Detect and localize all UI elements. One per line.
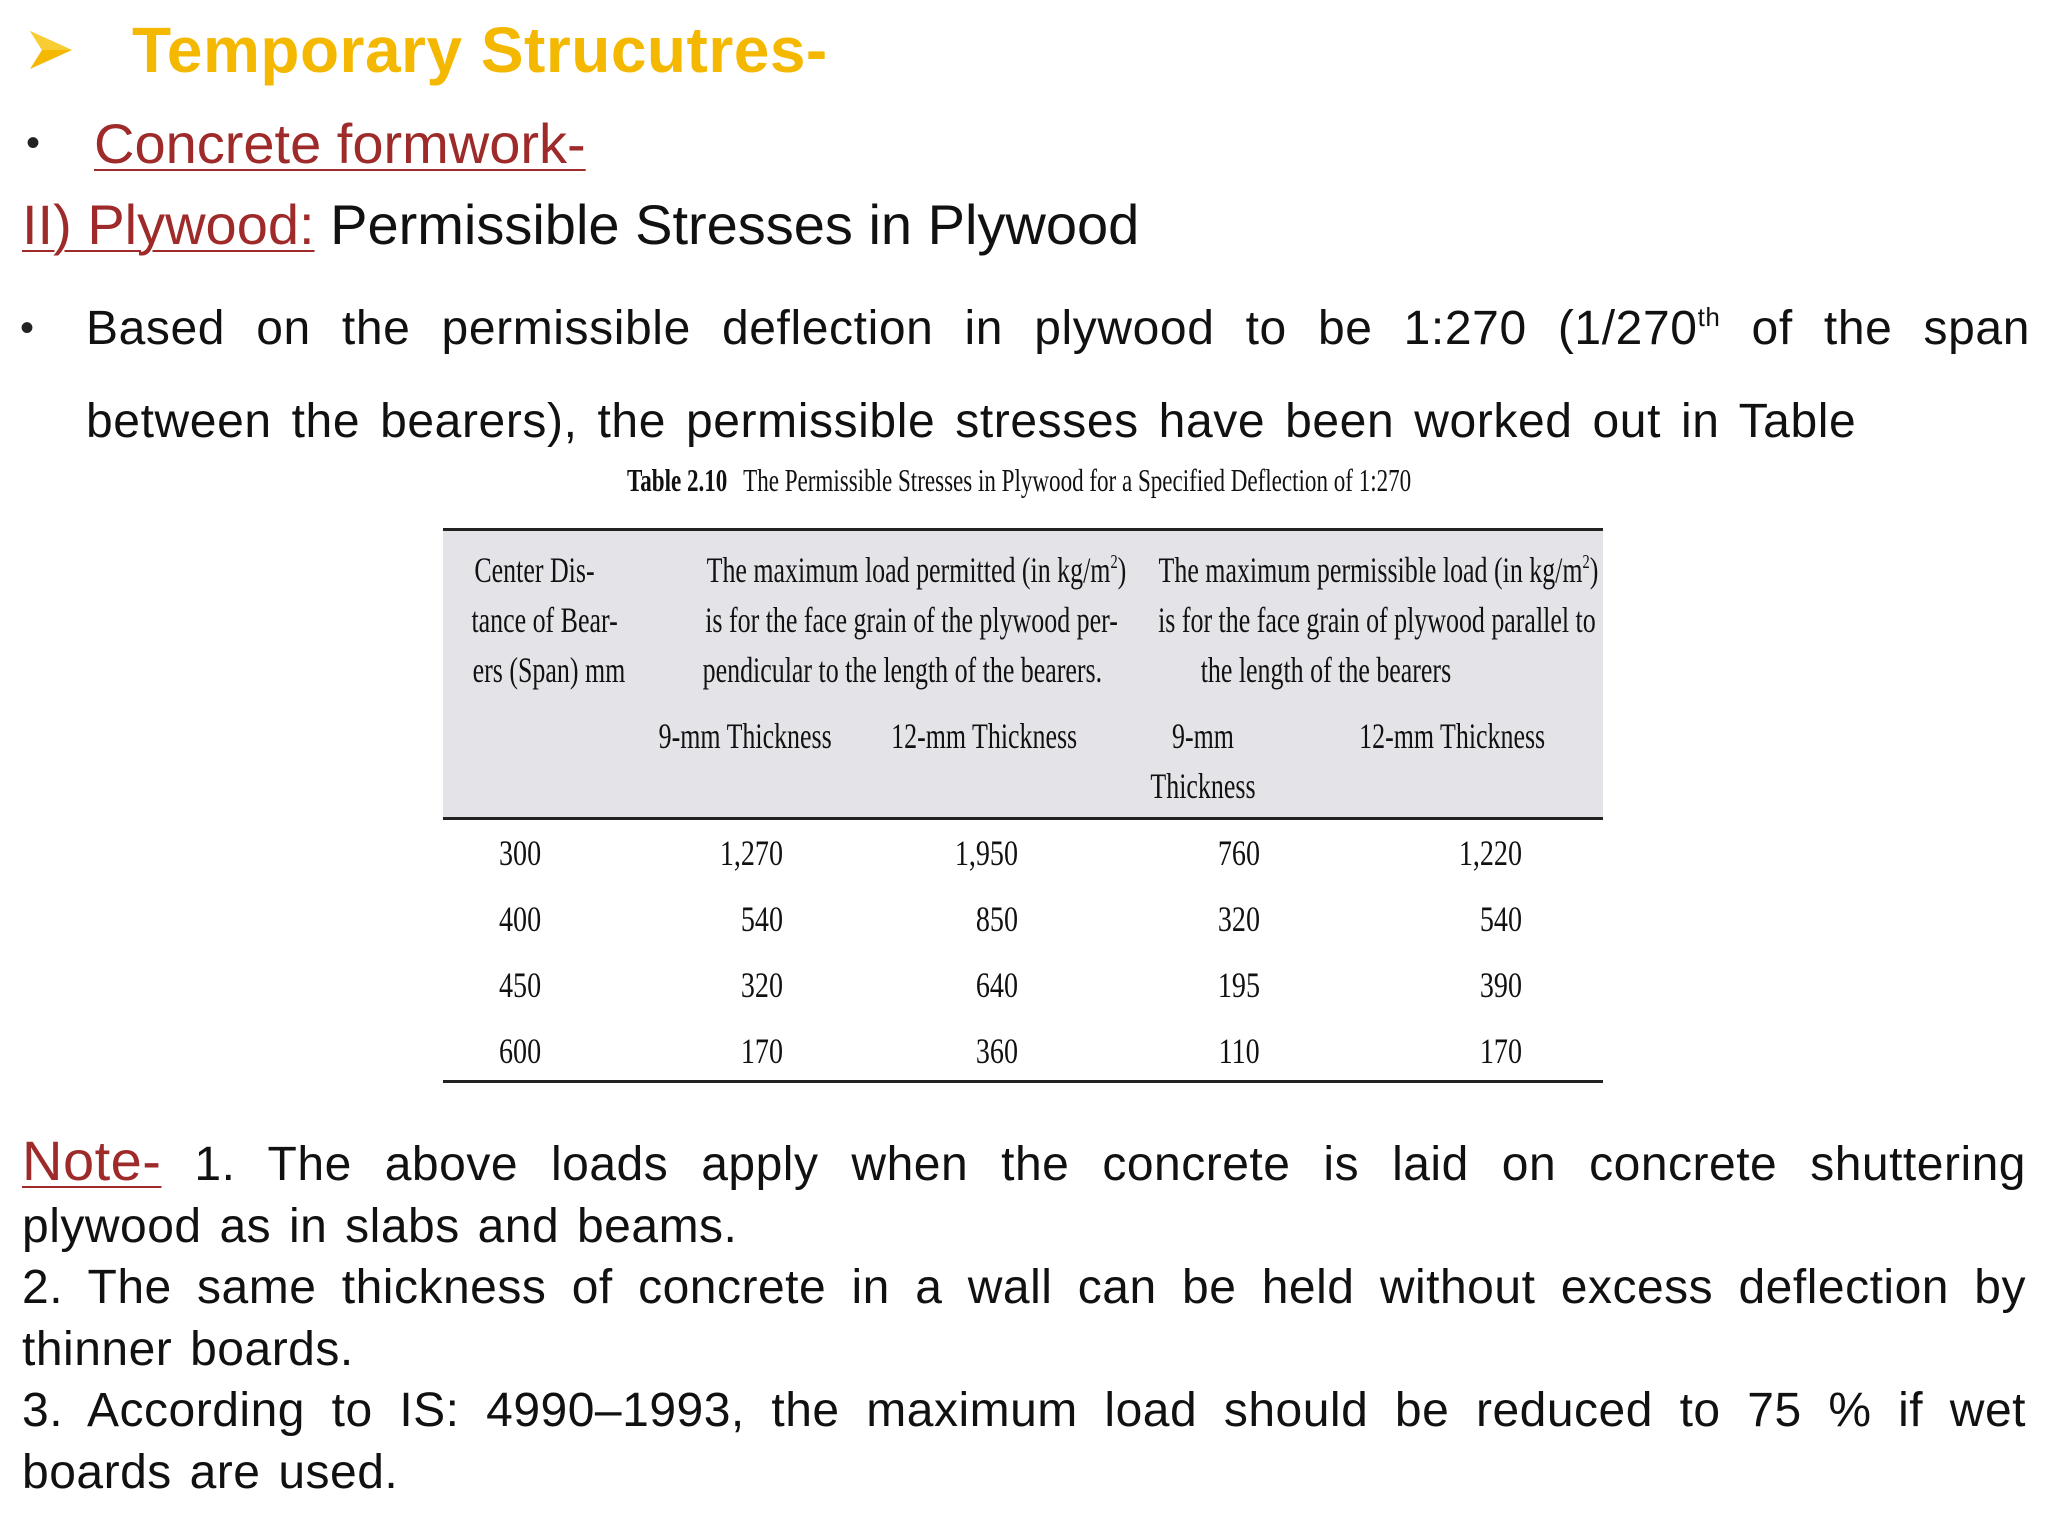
cell-12mm-perpendicular: 640 <box>975 965 1018 1005</box>
paragraph-superscript: th <box>1697 302 1721 332</box>
header-line: ers (Span) mm <box>472 650 626 690</box>
intro-paragraph <box>20 282 2030 468</box>
unit-superscript: 2 <box>1110 551 1118 573</box>
bullet: • <box>26 120 41 165</box>
subtitle-row <box>20 108 586 178</box>
cell-12mm-parallel: 1,220 <box>1458 833 1522 873</box>
subheader-12mm-parallel <box>1323 711 1573 761</box>
subheader-9mm-perpendicular <box>625 711 855 761</box>
arrow-bullet-icon <box>28 27 74 73</box>
paragraph-text <box>86 282 2030 468</box>
table-row <box>443 1018 1603 1084</box>
subheader-text: 12-mm Thickness <box>891 716 1078 756</box>
table-row <box>443 952 1603 1018</box>
paragraph-text-part: Based on the permissible deflection in plywood to be 1:270 (1/270 <box>86 302 1698 355</box>
table-body <box>443 820 1603 1083</box>
table-row <box>443 820 1603 886</box>
header-line <box>707 545 1127 595</box>
bullet: • <box>20 306 35 350</box>
cell-12mm-parallel: 540 <box>1479 899 1522 939</box>
subheader-9mm-parallel <box>1103 711 1303 811</box>
table-caption-number: Table 2.10 <box>627 462 728 498</box>
header-line: Center Dis- <box>473 550 595 590</box>
header-parallel-group <box>1073 545 1599 695</box>
cell-12mm-perpendicular: 850 <box>975 899 1018 939</box>
section-heading-row <box>22 192 1139 257</box>
table-row <box>443 886 1603 952</box>
cell-9mm-parallel: 110 <box>1218 1031 1260 1071</box>
paragraph-text-part: of the span between the bearers), the permissible stresses have been worked out in Table <box>86 302 2030 448</box>
cell-12mm-perpendicular: 360 <box>975 1031 1018 1071</box>
subheader-text: 9-mm Thickness <box>658 716 832 756</box>
cell-9mm-perpendicular: 540 <box>740 899 783 939</box>
cell-span: 300 <box>499 833 542 873</box>
subheader-12mm-perpendicular <box>855 711 1083 761</box>
cell-12mm-perpendicular: 1,950 <box>954 833 1018 873</box>
header-line-text: The maximum load permitted (in kg/m <box>706 550 1111 590</box>
header-line: is for the face grain of the plywood per- <box>705 600 1118 640</box>
note-text: 1. The above loads apply when the concrete is laid on concrete shuttering plywood as in slabs and beams. <box>22 1138 2026 1253</box>
notes-section <box>22 1130 2026 1503</box>
subheader-text: Thickness <box>1150 766 1256 806</box>
subheader-text: 12-mm Thickness <box>1359 716 1546 756</box>
section-heading: Permissible Stresses in Plywood <box>314 193 1140 256</box>
header-line-text: ) <box>1589 550 1599 590</box>
table-header <box>443 528 1603 820</box>
note-1 <box>22 1130 2026 1257</box>
note-3: 3. According to IS: 4990–1993, the maximum load should be reduced to 75 % if wet boards are used. <box>22 1384 2026 1499</box>
subheader-text: 9-mm <box>1172 716 1234 756</box>
header-line: is for the face grain of plywood parallel to <box>1158 600 1596 640</box>
cell-span: 600 <box>499 1031 542 1071</box>
cell-9mm-perpendicular: 170 <box>740 1031 783 1071</box>
cell-span: 450 <box>499 965 542 1005</box>
subtitle: Concrete formwork- <box>94 111 586 175</box>
section-label: II) Plywood: <box>22 193 315 256</box>
table-caption-text: The Permissible Stresses in Plywood for a Specified Deflection of 1:270 <box>743 462 1412 498</box>
header-perpendicular-group <box>625 545 1127 695</box>
note-label: Note- <box>22 1129 162 1192</box>
title-row <box>28 8 828 92</box>
cell-9mm-perpendicular: 1,270 <box>719 833 783 873</box>
cell-span: 400 <box>499 899 542 939</box>
cell-12mm-parallel: 170 <box>1479 1031 1522 1071</box>
header-line: tance of Bear- <box>471 600 618 640</box>
page-title: Temporary Strucutres- <box>132 14 828 86</box>
cell-9mm-parallel: 320 <box>1217 899 1260 939</box>
table-caption <box>627 462 1411 499</box>
cell-12mm-parallel: 390 <box>1479 965 1522 1005</box>
header-line: the length of the bearers <box>1200 650 1452 690</box>
cell-9mm-parallel: 195 <box>1217 965 1260 1005</box>
header-span-column <box>443 545 625 695</box>
cell-9mm-parallel: 760 <box>1217 833 1260 873</box>
note-2: 2. The same thickness of concrete in a wall can be held without excess deflection by thinner boards. <box>22 1261 2026 1376</box>
header-line: pendicular to the length of the bearers. <box>702 650 1103 690</box>
header-line-text: The maximum permissible load (in kg/m <box>1158 550 1583 590</box>
cell-9mm-perpendicular: 320 <box>740 965 783 1005</box>
unit-superscript: 2 <box>1582 551 1590 573</box>
header-line <box>1159 545 1599 595</box>
header-line-text: ) <box>1117 550 1127 590</box>
